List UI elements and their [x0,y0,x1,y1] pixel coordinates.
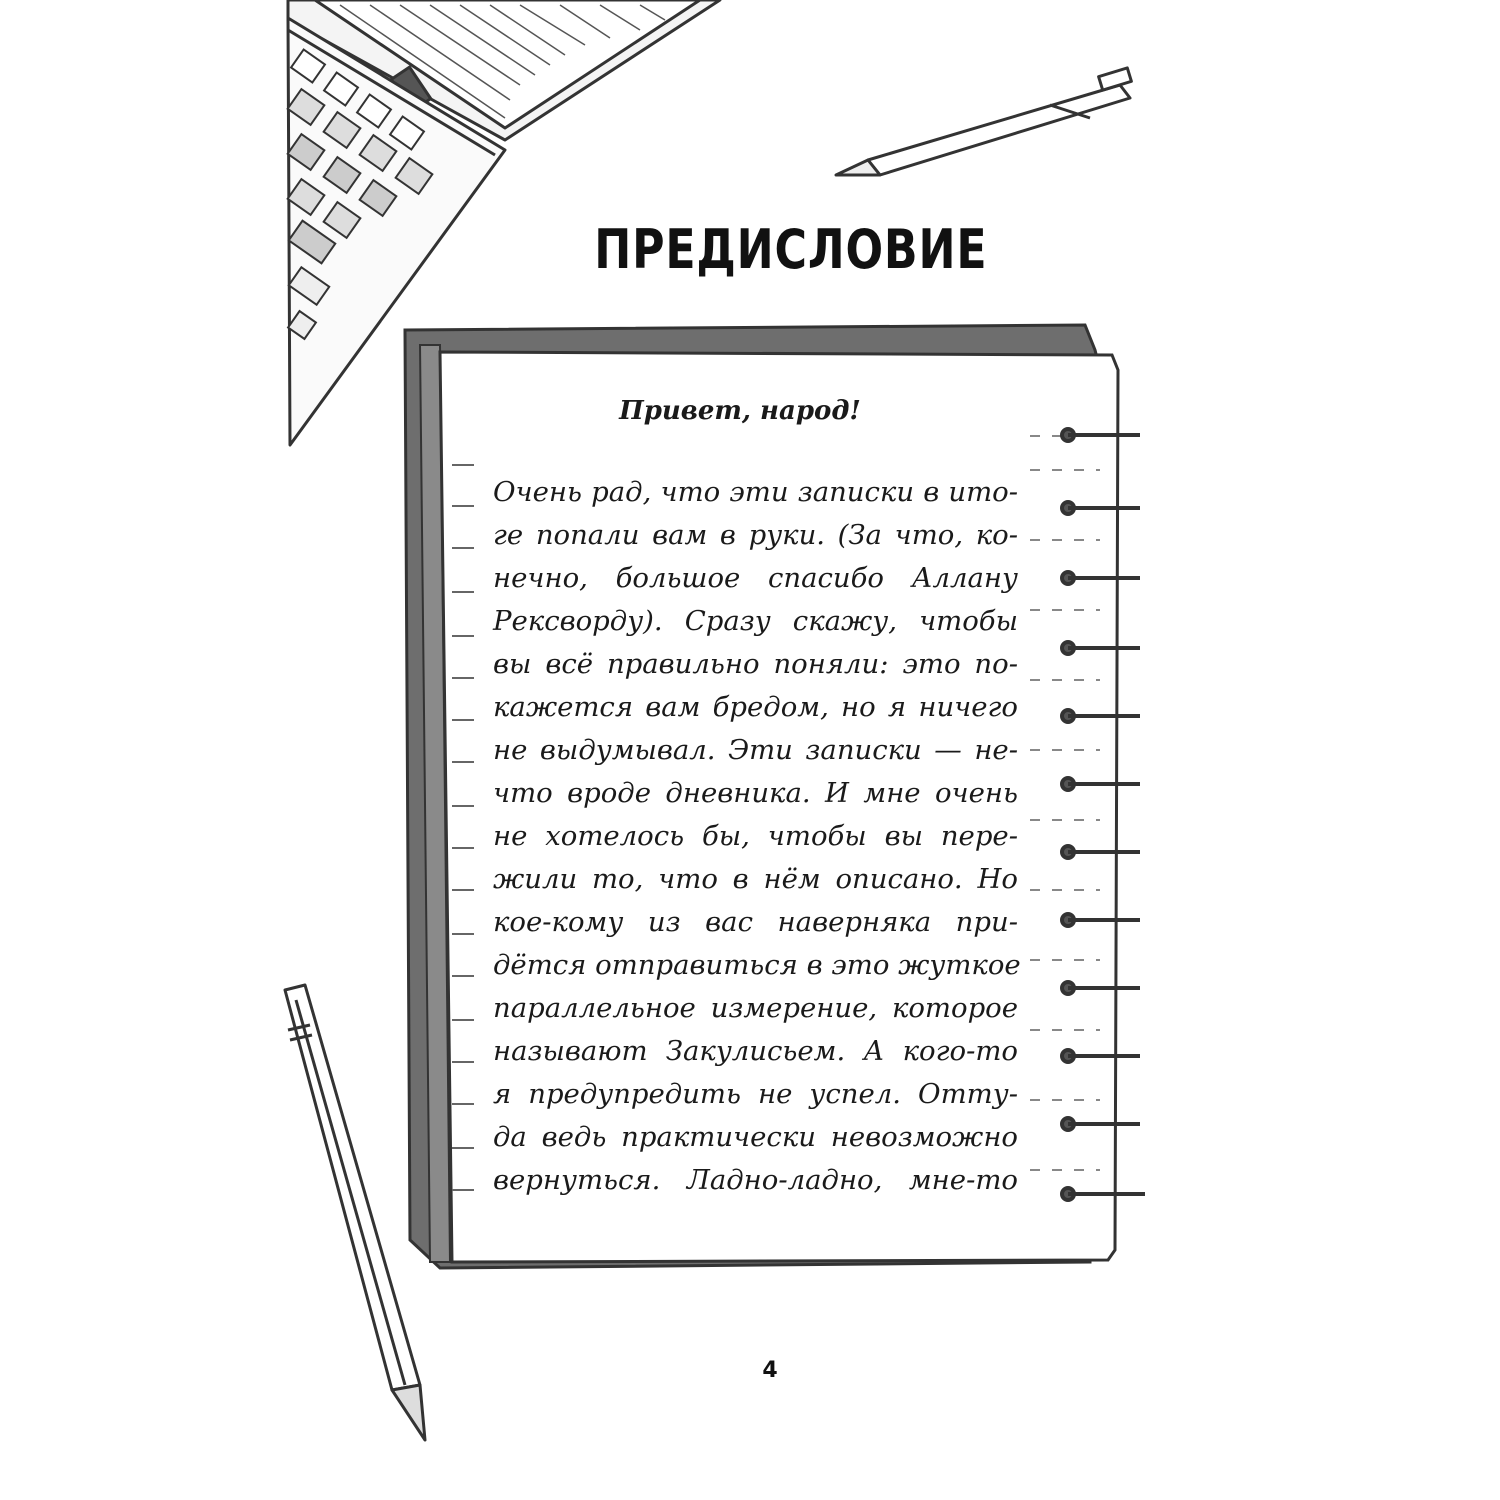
body-text-line: да ведь практически невозможно [493,1121,1018,1153]
body-text-line: дётся отправиться в это жуткое [493,949,1021,981]
body-text-line: кое-кому из вас наверняка при- [493,906,1018,938]
body-text-line: называют Закулисьем. А кого-то [493,1035,1018,1067]
body-text-line: параллельное измерение, которое [493,992,1018,1024]
body-text-line: Очень рад, что эти записки в ито- [493,476,1018,508]
body-text-line: не хотелось бы, чтобы вы пере- [493,820,1018,852]
body-text-line: нечно, большое спасибо Аллану [493,562,1018,594]
greeting-heading: Привет, народ! [619,396,861,426]
body-text-line: что вроде дневника. И мне очень [493,777,1018,809]
page-number: 4 [762,1358,778,1383]
body-text-line: Рексворду). Сразу скажу, чтобы [493,605,1018,637]
body-text-line: я предупредить не успел. Отту- [493,1078,1018,1110]
body-text-line: вернуться. Ладно-ладно, мне-то [493,1164,1018,1196]
body-text-line: жили то, что в нём описано. Но [493,863,1018,895]
body-text-line: вы всё правильно поняли: это по- [493,648,1018,680]
body-text-line: не выдумывал. Эти записки — не- [493,734,1018,766]
chapter-title: ПРЕДИСЛОВИЕ [594,218,988,281]
body-text-line: ге попали вам в руки. (За что, ко- [493,519,1018,551]
body-text-line: кажется вам бредом, но я ничего [493,691,1018,723]
